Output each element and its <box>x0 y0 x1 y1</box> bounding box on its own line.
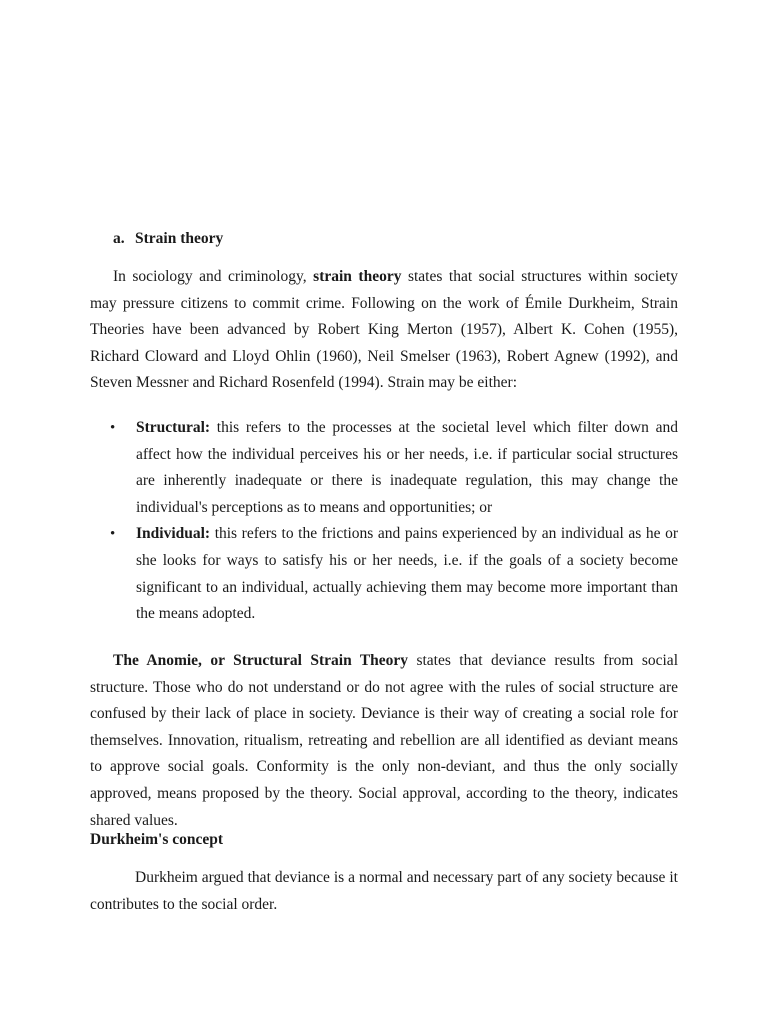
intro-bold-term: strain theory <box>313 268 402 285</box>
anomie-paragraph <box>90 648 678 834</box>
intro-lead: In sociology and criminology, <box>113 268 314 285</box>
intro-paragraph <box>90 264 678 397</box>
list-item-text: this refers to the processes at the societal level which filter down and affect how the individual perceives his or her needs, i.e. if particular social structures are inherently inadequate or there is inadequate regulation, this may change the individual's perceptions as to means and opportunities; or <box>136 419 678 516</box>
anomie-text: states that deviance results from social structure. Those who do not understand or do not agree with the rules of social structure are confused by their lack of place in society. Deviance is their way of creating a social role for themselves. Innovation, ritualism, retreating and rebellion are all identified as deviant means to approve social goals. Conformity is the only non-deviant, and thus the only socially approved, means proposed by the theory. Social approval, according to the theory, indicates shared values. <box>90 652 678 829</box>
list-item-term: Individual: <box>136 525 211 543</box>
list-item-text: this refers to the frictions and pains experienced by an individual as he or she looks for ways to satisfy his or her needs, i.e. if the goals of a society become significant to an individual, actually achieving them may become more important than the means adopted. <box>136 525 678 623</box>
section-heading-strain-theory <box>113 229 223 249</box>
list-item-term: Structural: <box>136 419 211 436</box>
section-marker: a. <box>113 230 125 247</box>
intro-rest: states that social structures within society may pressure citizens to commit crime. Following on the work of Émile Durkheim, Strain Theories have been advanced by Robert King Merton (1957), Albert K. Cohen (1955), Richard Cloward and Lloyd Ohlin (1960), Neil Smelser (1963), Robert Agnew (1992), and Steven Messner and Richard Rosenfeld (1994). Strain may be either: <box>90 268 679 392</box>
bullet-marker: • <box>110 420 116 436</box>
durkheim-heading: Durkheim's concept <box>90 831 224 848</box>
section-title: Strain theory <box>135 230 224 247</box>
anomie-bold-term: The Anomie, or Structural Strain Theory <box>113 652 409 669</box>
bullet-marker: • <box>110 526 116 543</box>
list-item-structural <box>110 415 678 521</box>
strain-types-list <box>110 415 678 628</box>
durkheim-paragraph: Durkheim argued that deviance is a normal and necessary part of any society because it contributes to the social order. <box>90 869 678 913</box>
list-item-individual <box>110 521 678 627</box>
